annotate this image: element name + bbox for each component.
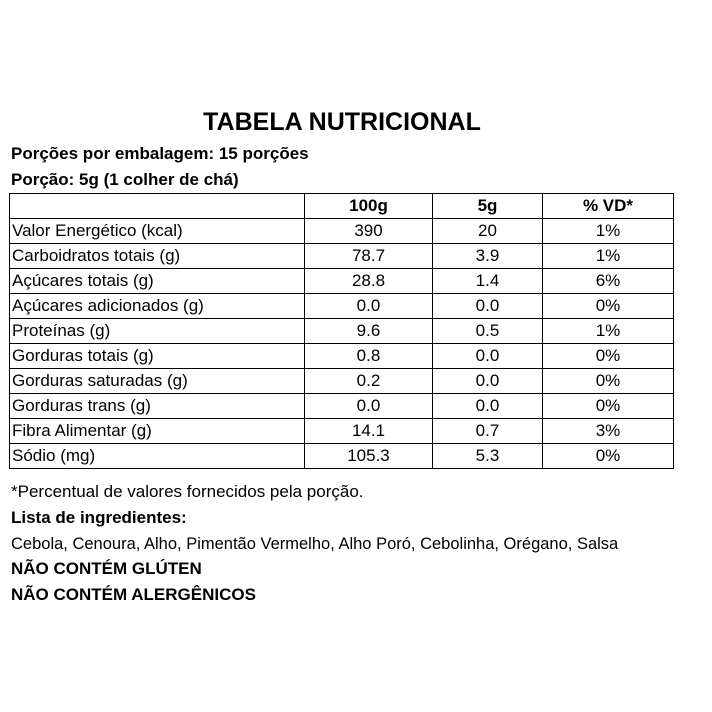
nutrient-name: Valor Energético (kcal) <box>10 219 305 244</box>
table-row <box>10 394 674 419</box>
value-per-100g: 105.3 <box>305 444 433 469</box>
nutrient-name: Proteínas (g) <box>10 319 305 344</box>
table-row <box>10 344 674 369</box>
value-per-serving: 0.0 <box>433 294 543 319</box>
nutrient-name: Gorduras trans (g) <box>10 394 305 419</box>
value-per-100g: 0.0 <box>305 294 433 319</box>
header-nutrient <box>10 194 305 219</box>
nutrient-name: Gorduras saturadas (g) <box>10 369 305 394</box>
serving-size: Porção: 5g (1 colher de chá) <box>11 170 239 189</box>
header-per-serving: 5g <box>433 194 543 219</box>
nutrient-name: Sódio (mg) <box>10 444 305 469</box>
table-row <box>10 219 674 244</box>
value-per-serving: 20 <box>433 219 543 244</box>
daily-value: 3% <box>543 419 674 444</box>
nutrient-name: Açúcares totais (g) <box>10 269 305 294</box>
value-per-serving: 3.9 <box>433 244 543 269</box>
value-per-100g: 390 <box>305 219 433 244</box>
value-per-serving: 0.0 <box>433 344 543 369</box>
table-row <box>10 444 674 469</box>
nutrient-name: Fibra Alimentar (g) <box>10 419 305 444</box>
ingredients-list: Cebola, Cenoura, Alho, Pimentão Vermelho, Alho Poró, Cebolinha, Orégano, Salsa <box>11 535 619 553</box>
daily-value: 0% <box>543 294 674 319</box>
value-per-100g: 0.0 <box>305 394 433 419</box>
daily-value: 6% <box>543 269 674 294</box>
gluten-notice: NÃO CONTÉM GLÚTEN <box>11 559 202 578</box>
ingredients-title: Lista de ingredientes: <box>11 508 187 527</box>
daily-value: 1% <box>543 244 674 269</box>
table-row <box>10 369 674 394</box>
table-row <box>10 419 674 444</box>
footnote: *Percentual de valores fornecidos pela porção. <box>11 482 364 501</box>
daily-value: 1% <box>543 319 674 344</box>
nutrient-name: Açúcares adicionados (g) <box>10 294 305 319</box>
value-per-100g: 78.7 <box>305 244 433 269</box>
value-per-serving: 1.4 <box>433 269 543 294</box>
daily-value: 1% <box>543 219 674 244</box>
table-row <box>10 269 674 294</box>
value-per-serving: 0.7 <box>433 419 543 444</box>
value-per-serving: 0.5 <box>433 319 543 344</box>
allergen-notice: NÃO CONTÉM ALERGÊNICOS <box>11 585 256 604</box>
servings-per-package: Porções por embalagem: 15 porções <box>11 144 309 163</box>
header-daily-value: % VD* <box>543 194 674 219</box>
table-row <box>10 294 674 319</box>
value-per-100g: 14.1 <box>305 419 433 444</box>
table-header-row <box>10 194 674 219</box>
page-title: TABELA NUTRICIONAL <box>203 108 481 136</box>
value-per-serving: 5.3 <box>433 444 543 469</box>
value-per-100g: 28.8 <box>305 269 433 294</box>
daily-value: 0% <box>543 369 674 394</box>
daily-value: 0% <box>543 394 674 419</box>
table-row <box>10 244 674 269</box>
value-per-serving: 0.0 <box>433 394 543 419</box>
daily-value: 0% <box>543 344 674 369</box>
value-per-100g: 0.2 <box>305 369 433 394</box>
nutrient-name: Carboidratos totais (g) <box>10 244 305 269</box>
daily-value: 0% <box>543 444 674 469</box>
table-row <box>10 319 674 344</box>
value-per-serving: 0.0 <box>433 369 543 394</box>
value-per-100g: 0.8 <box>305 344 433 369</box>
nutrition-table <box>9 193 674 469</box>
header-per-100g: 100g <box>305 194 433 219</box>
value-per-100g: 9.6 <box>305 319 433 344</box>
nutrient-name: Gorduras totais (g) <box>10 344 305 369</box>
